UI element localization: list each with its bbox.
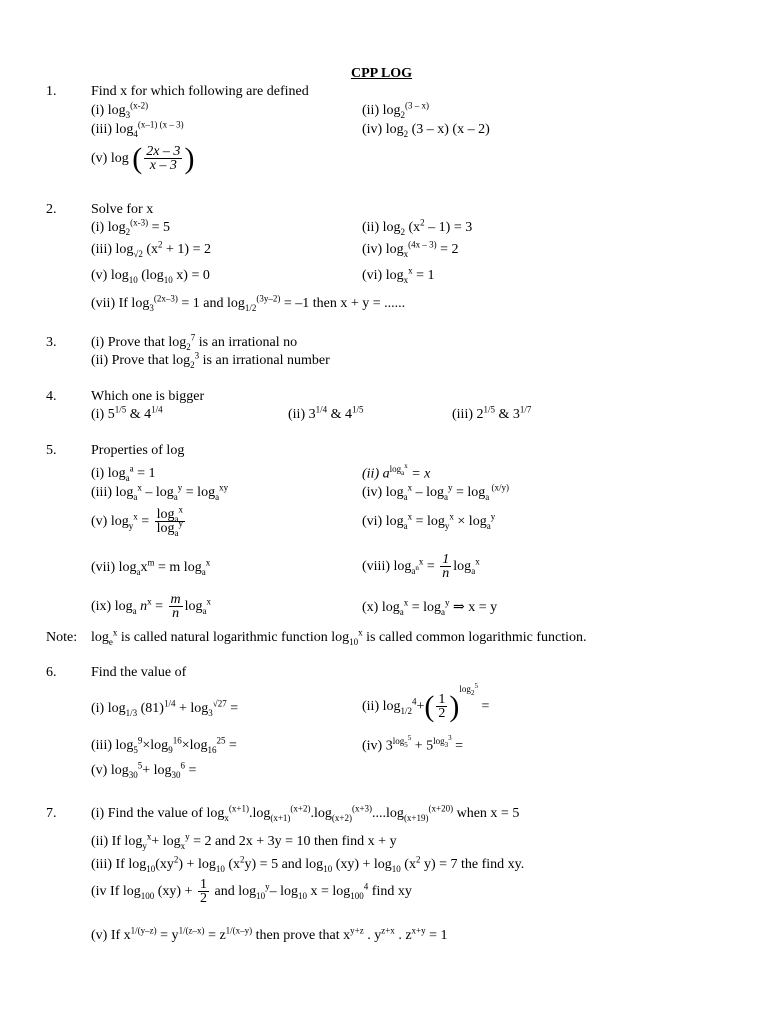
q4-prompt: Which one is bigger — [91, 389, 205, 404]
q3-number: 3. — [46, 335, 57, 350]
q1-iii: (iii) $\log_4^{(x-1) (x - 3)}$ — [91, 119, 184, 139]
fraction: $\frac{m}{n}$ — [170, 592, 181, 622]
q6-prompt: Find the value of — [91, 665, 187, 680]
q3-i: (i) Prove that $\log_2^7$ is an irrational no — [91, 332, 298, 352]
q5-prompt: Properties of log — [91, 443, 185, 458]
q5-ix: (ix) $\log_a n^x$ = $\frac{m}{n}$ $\log_a^x$ — [91, 592, 212, 622]
q6-v: (v) $\log_{30}^5+ \log_{30}^6$ = — [91, 760, 197, 780]
q1-prompt: Find x for which following are defined — [91, 84, 309, 99]
q4-iii: (iii) $2^{1/5}$ & $3^{1/7}$ — [452, 404, 532, 422]
q5-viii: (viii) $\log_{a^n}^x$ = $\frac{1}{n}$ $\log_a^x$ — [362, 552, 480, 582]
fraction: $\frac{2x - 3}{x - 3}$ — [146, 144, 181, 174]
q2-vii: (vii) If $\log_3^{(2x-3)} = 1$ and $\log_{1/2}^{(3y-2)} = -1$ then x + y = ...... — [91, 293, 406, 313]
q6-iii: (iii) $\log_5^9\times\log_9^{16}\times\log_{16}^{25}$ = — [91, 735, 237, 755]
q7-ii: (ii) If $\log_y^x+ \log_x^y = 2$ and 2x + 3y = 10 then find x + y — [91, 831, 397, 851]
q5-i: (i) $\log_a^a = 1$ — [91, 463, 156, 483]
q2-iii: (iii) $\log_{√2} (x^2 + 1) = 2$ — [91, 239, 211, 259]
q5-number: 5. — [46, 443, 57, 458]
q5-vi: (vi) $\log_a^x = \log_y^x \times \log_a^y$ — [362, 511, 496, 531]
q1-i: (i) $\log_3^{(x-2)}$ — [91, 100, 149, 120]
q1-ii: (ii) $\log_2^{(3 - x)}$ — [362, 100, 429, 120]
q5-ii: (ii) $a^{log_a^x} = x$ — [362, 462, 431, 482]
page-title: CPP LOG — [351, 66, 413, 81]
q2-iv: (iv) $\log_x^{(4x - 3)} = 2$ — [362, 239, 459, 259]
q5-iv: (iv) $\log_a^x - \log_a^y = \log_a ^{(x/y)}$ — [362, 482, 510, 502]
q5-iii: (iii) $\log_a^x - \log_a^y = \log_a^{xy}$ — [91, 482, 229, 502]
q2-vi: (vi) $\log_x^x = 1$ — [362, 265, 435, 285]
q1-iv: (iv) $\log_2 (3 - x)$ (x – 2) — [362, 122, 490, 139]
q2-number: 2. — [46, 202, 57, 217]
fraction: $\frac{1}{2}$ — [438, 692, 446, 722]
q7-number: 7. — [46, 806, 57, 821]
q6-number: 6. — [46, 665, 57, 680]
q6-ii: (ii) $\log_{1/2}^4+$( $\frac{1}{2}$ )$^{log_2^5}$ = — [362, 682, 490, 723]
fraction: $\frac{1}{n}$ — [442, 552, 450, 582]
q4-number: 4. — [46, 389, 57, 404]
q2-prompt: Solve for x — [91, 202, 154, 217]
q2-i: (i) $\log_2^{(x-3)} = 5$ — [91, 217, 171, 237]
note-label: Note: — [46, 630, 78, 645]
q6-iv: (iv) $3^{log_5^5} + 5^{log_3^3}$ = — [362, 734, 464, 754]
q6-i: (i) $\log_{1/3} (81)^{1/4} + \log_3^{√27}$ = — [91, 698, 239, 718]
q7-v: (v) If $x^{1/(y-z)} = y^{1/(z-x)} = z^{1/(x-y)}$ then prove that $x^{y+z}$ . $y^{z+x}$ . $z^{x+y} = 1$ — [91, 925, 448, 943]
fraction: $\frac{\log_a^x}{\log_a^y}$ — [156, 504, 184, 539]
q7-i: (i) Find the value of $\log_x^{(x+1)}.\log_{(x+1)}^{(x+2)}.\log_{(x+2)}^{(x+3)}....\log_{(x+19)}^{(x+20)}$ when x = 5 — [91, 803, 520, 823]
q5-vii: (vii) $\log_ax^m = m$ $\log_a^x$ — [91, 557, 211, 577]
q4-ii: (ii) $3^{1/4}$ & $4^{1/5}$ — [288, 404, 364, 422]
q7-iii: (iii) If $\log_{10}(xy^2) + \log_{10} (x^2y) = 5$ and $\log_{10} (xy) + \log_{10} (x^2$ y) = 7 the find xy. — [91, 854, 525, 874]
note-text: $\log_e^x$ is called natural logarithmic function $\log_{10}^x$ is called common logarithmic function. — [91, 627, 587, 647]
q4-i: (i) $5^{1/5}$ & $4^{1/4}$ — [91, 404, 163, 422]
q2-v: (v) $\log_{10} (\log_{10}$ x) = 0 — [91, 268, 210, 285]
q1-number: 1. — [46, 84, 57, 99]
q7-iv: (iv If $\log_{100} (xy)$ + $\frac{1}{2}$ and $\log_{10}^y-$ $\log_{10} x = \log_{100}^4$ find xy — [91, 877, 412, 907]
q5-v: (v) $\log_y^x$ = $\frac{\log_a^x}{\log_a^y}$ — [91, 504, 184, 539]
fraction: $\frac{1}{2}$ — [200, 877, 207, 907]
q2-ii: (ii) $\log_2 (x^2 - 1) = 3$ — [362, 217, 473, 237]
q1-v: (v) log ( $\frac{2x - 3}{x - 3}$ ) — [91, 141, 195, 175]
q3-ii: (ii) Prove that $\log_2^3$ is an irrational number — [91, 350, 330, 370]
q5-x: (x) $\log_a^x = \log_a^y$ ⇒ x = y — [362, 597, 498, 617]
